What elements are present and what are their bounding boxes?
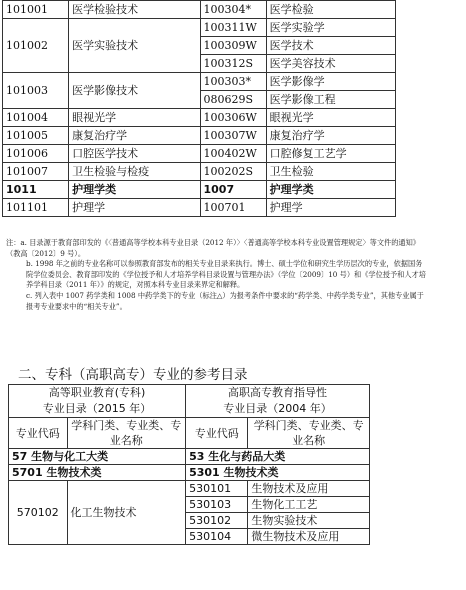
major-code-cell: 101002 xyxy=(3,19,69,73)
item-code: 530103 xyxy=(186,497,248,513)
header-right: 高职高专教育指导性 专业目录（2004 年） xyxy=(186,385,370,418)
item-name: 微生物技术及应用 xyxy=(248,529,370,545)
ref-code-cell: 100311W xyxy=(200,19,266,37)
col-name-right: 学科门类、专业类、专业名称 xyxy=(248,418,370,449)
col-name-left: 学科门类、专业类、专业名称 xyxy=(67,418,186,449)
ref-name-cell: 口腔修复工艺学 xyxy=(266,145,395,163)
table-row xyxy=(3,19,396,37)
section-title: 二、专科（高职高专）专业的参考目录 xyxy=(18,367,248,383)
table-row xyxy=(3,109,396,127)
major-name: 化工生物技术 xyxy=(67,481,186,545)
ref-code-cell: 100303* xyxy=(200,73,266,91)
notes-block xyxy=(6,238,426,312)
major-code: 570102 xyxy=(9,481,68,545)
ref-code-cell: 100307W xyxy=(200,127,266,145)
vocational-major-table xyxy=(8,384,370,545)
ref-code-cell: 1007 xyxy=(200,181,266,199)
category-left: 57 生物与化工大类 xyxy=(9,449,186,465)
ref-name-cell: 医学影像工程 xyxy=(266,91,395,109)
item-name: 生物技术及应用 xyxy=(248,481,370,497)
category-right: 53 生化与药品大类 xyxy=(186,449,370,465)
item-code: 530102 xyxy=(186,513,248,529)
ref-name-cell: 眼视光学 xyxy=(266,109,395,127)
major-name-cell: 护理学类 xyxy=(69,181,200,199)
major-code-cell: 101003 xyxy=(3,73,69,109)
col-code-right: 专业代码 xyxy=(186,418,248,449)
table-row xyxy=(3,1,396,19)
table-row xyxy=(3,199,396,217)
major-code-cell: 101004 xyxy=(3,109,69,127)
major-name-cell: 康复治疗学 xyxy=(69,127,200,145)
major-name-cell: 医学实验技术 xyxy=(69,19,200,73)
major-code-cell: 101005 xyxy=(3,127,69,145)
major-code-cell: 101101 xyxy=(3,199,69,217)
ref-code-cell: 100701 xyxy=(200,199,266,217)
ref-name-cell: 卫生检验 xyxy=(266,163,395,181)
ref-name-cell: 医学美容技术 xyxy=(266,55,395,73)
major-name-cell: 口腔医学技术 xyxy=(69,145,200,163)
note-c: c. 列入表中 1007 药学类和 1008 中药学类下的专业（标注△）为报考条件中要求的“药学类、中药学类专业”，其他专业属于报考专业要求中的“相关专业”。 xyxy=(26,290,424,311)
undergrad-major-table xyxy=(2,0,396,217)
subcategory-right: 5301 生物技术类 xyxy=(186,465,370,481)
ref-name-cell: 护理学类 xyxy=(266,181,395,199)
ref-name-cell: 医学检验 xyxy=(266,1,395,19)
ref-code-cell: 100312S xyxy=(200,55,266,73)
item-code: 530104 xyxy=(186,529,248,545)
note-b: b. 1998 年之前的专业名称可以参照教育部发布的相关专业目录来执行。博士、硕士学位和研究生学历层次的专业，依据国务院学位委员会、教育部印发的《学位授予和人才培养学科目录设置与管理办法》（学位〔2009〕10 号）和《学位授予和人才培养学科目录（2011 年）》的规定，对照本科专业目录来界定和解释。 xyxy=(26,259,426,290)
col-code-left: 专业代码 xyxy=(9,418,68,449)
ref-code-cell: 100309W xyxy=(200,37,266,55)
major-code-cell: 101007 xyxy=(3,163,69,181)
major-name-cell: 医学检验技术 xyxy=(69,1,200,19)
table-row xyxy=(3,163,396,181)
major-code-cell: 101006 xyxy=(3,145,69,163)
table-row xyxy=(3,127,396,145)
major-code-cell: 1011 xyxy=(3,181,69,199)
ref-code-cell: 100202S xyxy=(200,163,266,181)
header-left: 高等职业教育(专科) 专业目录（2015 年） xyxy=(9,385,186,418)
ref-code-cell: 080629S xyxy=(200,91,266,109)
table-row xyxy=(3,145,396,163)
major-name-cell: 卫生检验与检疫 xyxy=(69,163,200,181)
ref-name-cell: 医学实验学 xyxy=(266,19,395,37)
ref-name-cell: 医学影像学 xyxy=(266,73,395,91)
ref-code-cell: 100304* xyxy=(200,1,266,19)
note-a: 注：a. 目录源于教育部印发的《〈普通高等学校本科专业目录（2012 年）〉〈普通高等学校本科专业设置管理规定〉等文件的通知》（教高〔2012〕9 号）。 xyxy=(6,238,420,258)
item-name: 生物化工工艺 xyxy=(248,497,370,513)
ref-code-cell: 100402W xyxy=(200,145,266,163)
ref-code-cell: 100306W xyxy=(200,109,266,127)
table-row xyxy=(3,73,396,91)
item-name: 生物实验技术 xyxy=(248,513,370,529)
table-row xyxy=(3,181,396,199)
item-code: 530101 xyxy=(186,481,248,497)
major-name-cell: 护理学 xyxy=(69,199,200,217)
major-code-cell: 101001 xyxy=(3,1,69,19)
major-name-cell: 医学影像技术 xyxy=(69,73,200,109)
ref-name-cell: 医学技术 xyxy=(266,37,395,55)
major-name-cell: 眼视光学 xyxy=(69,109,200,127)
ref-name-cell: 护理学 xyxy=(266,199,395,217)
ref-name-cell: 康复治疗学 xyxy=(266,127,395,145)
subcategory-left: 5701 生物技术类 xyxy=(9,465,186,481)
